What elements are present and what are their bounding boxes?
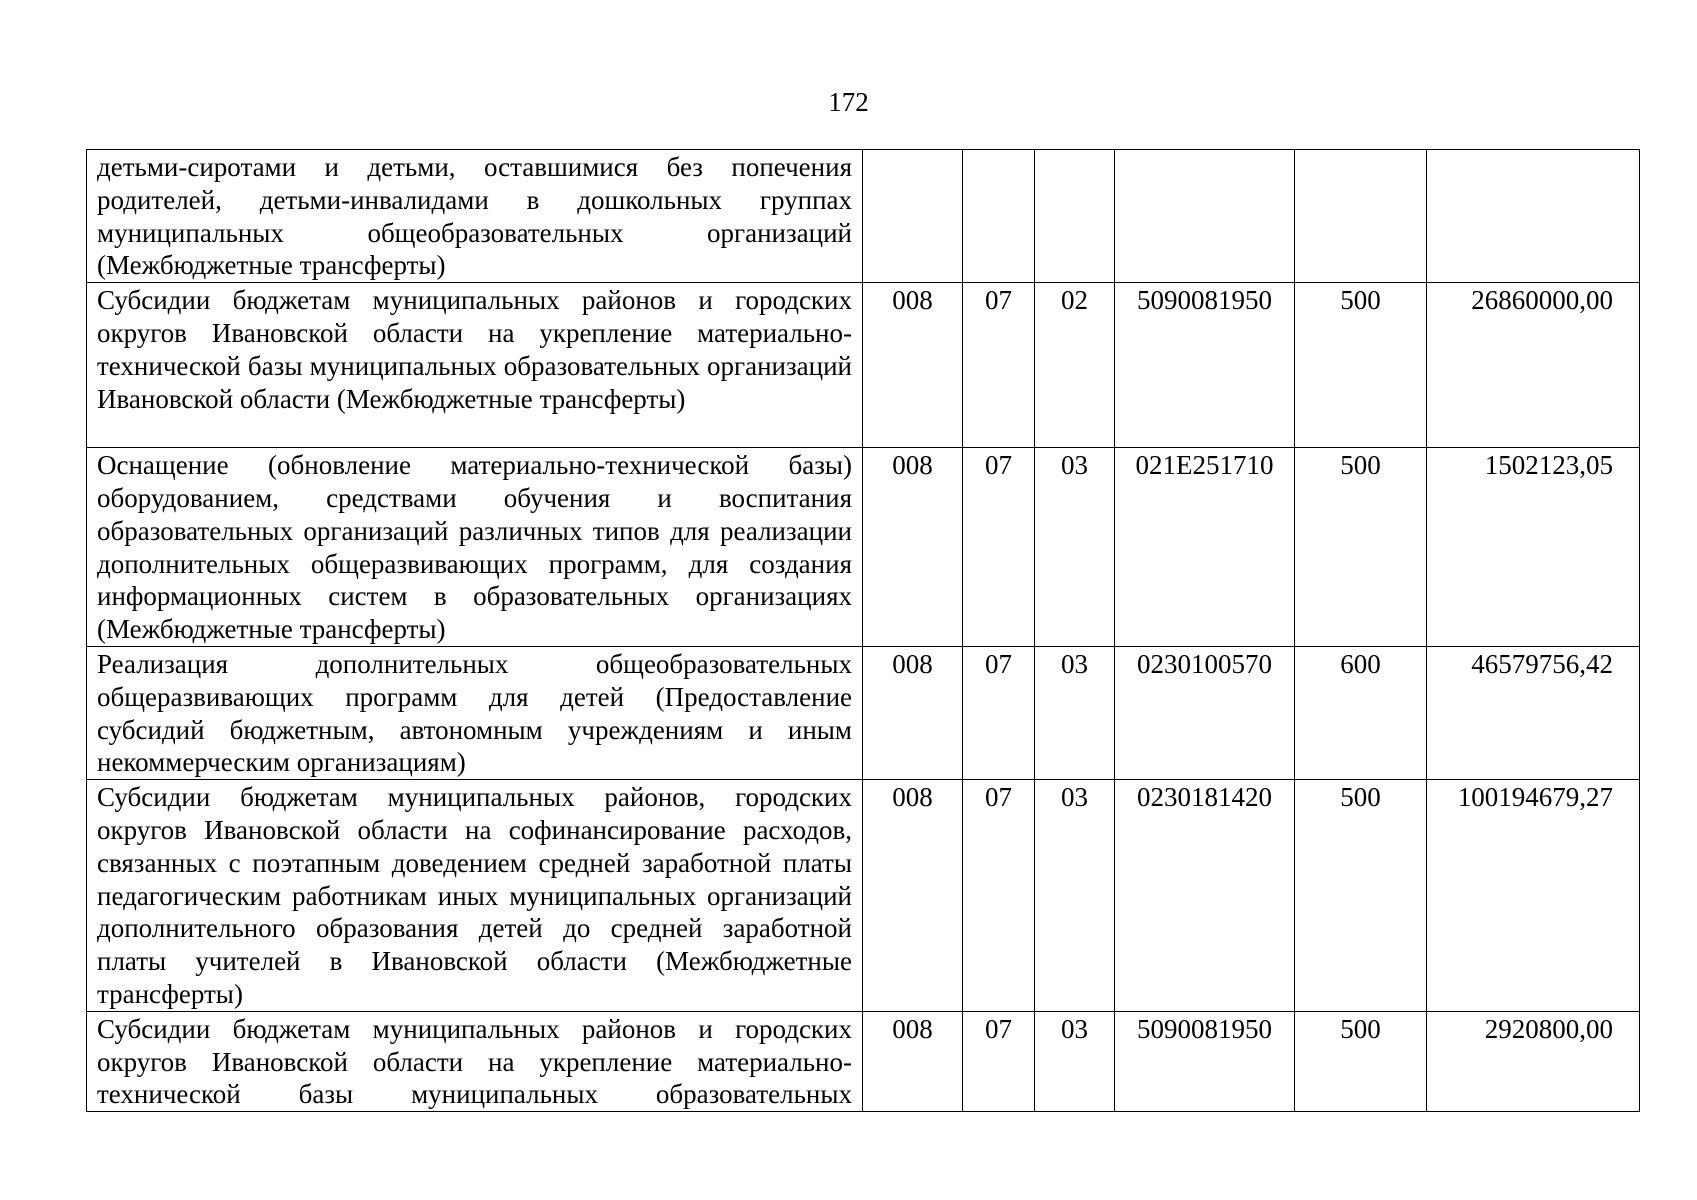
row-target-code: 0230100570 [1115, 646, 1295, 779]
row-target-code: 021E251710 [1115, 448, 1295, 647]
row-subsection-code: 03 [1035, 646, 1115, 779]
row-kind-code: 500 [1295, 283, 1427, 448]
table-row [87, 448, 1640, 647]
row-target-code [1115, 150, 1295, 283]
table-row [87, 283, 1640, 448]
row-amount: 2920800,00 [1427, 1011, 1640, 1111]
row-description: Субсидии бюджетам муниципальных районов и городских округов Ивановской области на укрепление материально-технической базы муниципальных образовательных организаций Ивановской области (Межбюджетные трансферты) [87, 283, 863, 448]
row-subsection-code: 02 [1035, 283, 1115, 448]
row-admin-code: 008 [863, 283, 963, 448]
row-subsection-code: 03 [1035, 448, 1115, 647]
row-description: Оснащение (обновление материально-технической базы) оборудованием, средствами обучения и воспитания образовательных организаций различных типов для реализации дополнительных общеразвивающих программ, для создания информационных систем в образовательных организациях (Межбюджетные трансферты) [87, 448, 863, 647]
row-section-code [963, 150, 1035, 283]
row-target-code: 0230181420 [1115, 780, 1295, 1012]
row-kind-code: 500 [1295, 1011, 1427, 1111]
page-number: 172 [828, 87, 869, 117]
row-amount: 1502123,05 [1427, 448, 1640, 647]
table-row [87, 1011, 1640, 1111]
row-subsection-code [1035, 150, 1115, 283]
row-description: детьми-сиротами и детьми, оставшимися без попечения родителей, детьми-инвалидами в дошкольных группах муниципальных общеобразовательных организаций (Межбюджетные трансферты) [87, 150, 863, 283]
row-admin-code: 008 [863, 646, 963, 779]
row-kind-code: 500 [1295, 448, 1427, 647]
row-admin-code [863, 150, 963, 283]
row-section-code: 07 [963, 448, 1035, 647]
row-section-code: 07 [963, 283, 1035, 448]
row-description: Субсидии бюджетам муниципальных районов, городских округов Ивановской области на софинансирование расходов, связанных с поэтапным доведением средней заработной платы педагогическим работникам иных муниципальных организаций дополнительного образования детей до средней заработной платы учителей в Ивановской области (Межбюджетные трансферты) [87, 780, 863, 1012]
row-section-code: 07 [963, 646, 1035, 779]
table-row [87, 780, 1640, 1012]
row-section-code: 07 [963, 1011, 1035, 1111]
row-kind-code [1295, 150, 1427, 283]
row-target-code: 5090081950 [1115, 283, 1295, 448]
row-amount: 46579756,42 [1427, 646, 1640, 779]
row-amount: 26860000,00 [1427, 283, 1640, 448]
row-subsection-code: 03 [1035, 1011, 1115, 1111]
row-kind-code: 500 [1295, 780, 1427, 1012]
row-admin-code: 008 [863, 780, 963, 1012]
row-admin-code: 008 [863, 448, 963, 647]
row-subsection-code: 03 [1035, 780, 1115, 1012]
row-admin-code: 008 [863, 1011, 963, 1111]
row-section-code: 07 [963, 780, 1035, 1012]
row-description: Субсидии бюджетам муниципальных районов и городских округов Ивановской области на укрепление материально-технической базы муниципальных образовательных [87, 1011, 863, 1111]
row-amount: 100194679,27 [1427, 780, 1640, 1012]
row-amount [1427, 150, 1640, 283]
row-description: Реализация дополнительных общеобразовательных общеразвивающих программ для детей (Предоставление субсидий бюджетным, автономным учреждениям и иным некоммерческим организациям) [87, 646, 863, 779]
budget-table [86, 149, 1640, 1112]
table-row [87, 646, 1640, 779]
row-target-code: 5090081950 [1115, 1011, 1295, 1111]
row-kind-code: 600 [1295, 646, 1427, 779]
table-row [87, 150, 1640, 283]
